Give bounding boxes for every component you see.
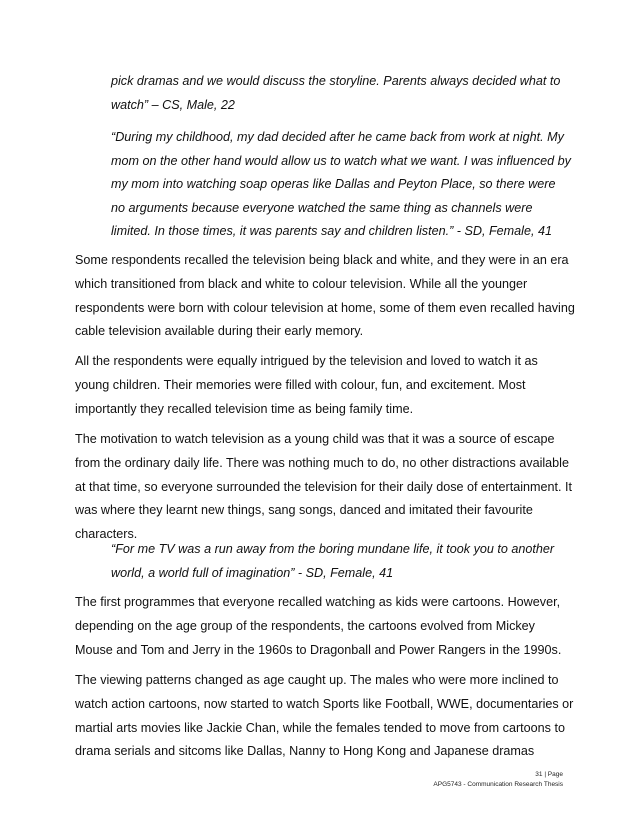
page-footer [433, 770, 563, 790]
quote-continuation: pick dramas and we would discuss the storyline. Parents always decided what to watch” – CS, Male, 22 [111, 74, 561, 112]
paragraph-black-and-white: Some respondents recalled the television being black and white, and they were in an era which transitioned from black and white to colour television. While all the younger respondents were born with colour television at home, some of them even recalled having cable television available during their early memory. [75, 253, 575, 339]
course-title: APG5743 - Communication Research Thesis [433, 781, 563, 788]
paragraph-cartoons: The first programmes that everyone recalled watching as kids were cartoons. However, depending on the age group of the respondents, the cartoons evolved from Mickey Mouse and Tom and Jerry in the 1960s to Dragonball and Power Rangers in the 1990s. [75, 595, 562, 657]
paragraph-viewing-patterns: The viewing patterns changed as age caught up. The males who were more inclined to watch action cartoons, now started to watch Sports like Football, WWE, documentaries or martial arts movies like Jackie Chan, while the females tended to move from cartoons to drama serials and sitcoms like Dallas, Nanny to Hong Kong and Japanese dramas [75, 673, 574, 759]
quote-childhood: “During my childhood, my dad decided after he came back from work at night. My mom on the other hand would allow us to watch what we want. I was influenced by my mom into watching soap operas like Dallas and Peyton Place, so there were no arguments because everyone watched the same thing as channels were limited. In those times, it was parents say and children listen.” - SD, Female, 41 [111, 130, 571, 239]
page-number: 31 | Page [535, 771, 563, 778]
quote-runaway: “For me TV was a run away from the boring mundane life, it took you to another world, a world full of imagination” - SD, Female, 41 [111, 542, 555, 580]
paragraph-intrigued: All the respondents were equally intrigued by the television and loved to watch it as young children. Their memories were filled with colour, fun, and excitement. Most importantly they recalled television time as being family time. [75, 354, 538, 416]
paragraph-motivation: The motivation to watch television as a young child was that it was a source of escape from the ordinary daily life. There was nothing much to do, no other distractions available at that time, so everyone surrounded the television for their daily dose of entertainment. It was where they learnt new things, sang songs, danced and imitated their favourite characters. [75, 432, 573, 542]
